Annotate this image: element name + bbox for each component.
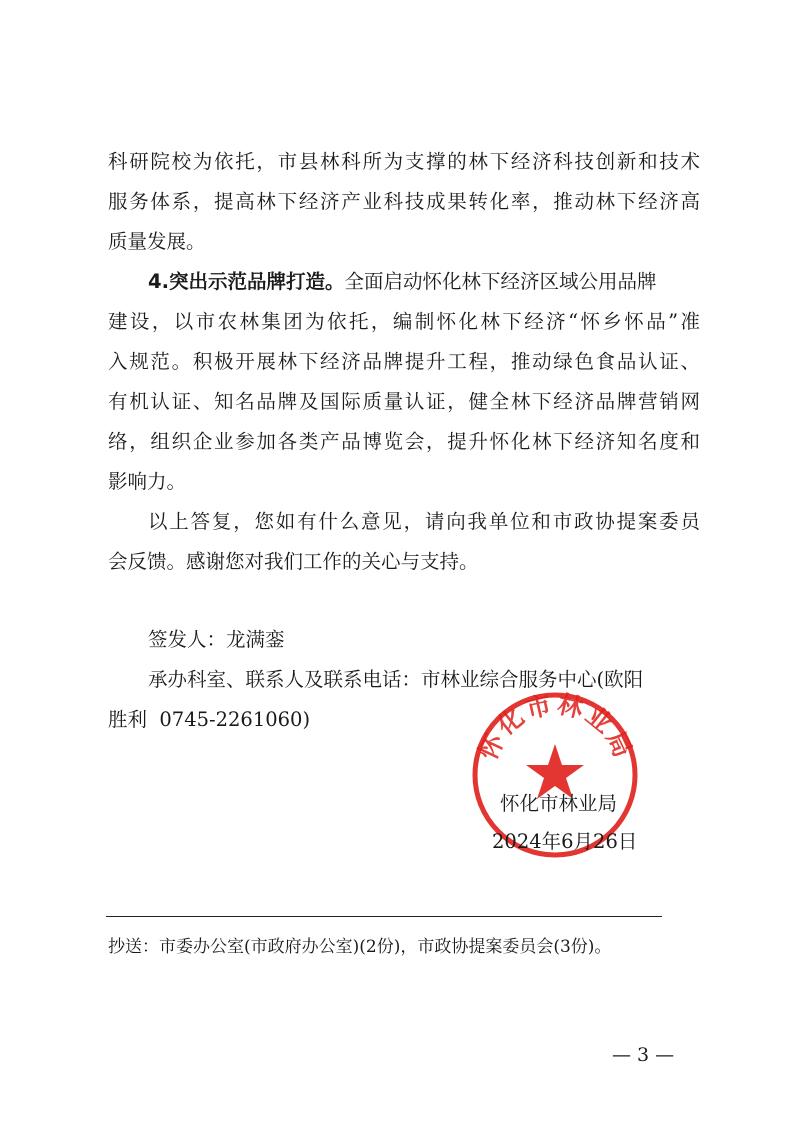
- paragraph-heading-line: [148, 272, 700, 292]
- issue-date: 2024年6月26日: [492, 830, 638, 853]
- issuing-organization: 怀化市林业局: [500, 792, 618, 815]
- page-number: — 3 —: [612, 1044, 675, 1066]
- section-heading: 4.突出示范品牌打造。: [148, 270, 345, 293]
- body-line: 科研院校为依托，市县林科所为支撑的林下经济科技创新和技术: [108, 150, 700, 173]
- cc-line: 抄送：市委办公室(市政府办公室)(2份)，市政协提案委员会(3份)。: [108, 937, 612, 957]
- signer-name: 龙满銮: [226, 628, 285, 651]
- body-line: 会反馈。感谢您对我们工作的关心与支持。: [108, 550, 479, 573]
- body-line: 建设，以市农林集团为依托，编制怀化林下经济“怀乡怀品”准: [108, 310, 700, 333]
- body-line: 质量发展。: [108, 230, 206, 253]
- body-line: 有机认证、知名品牌及国际质量认证，健全林下经济品牌营销网: [108, 390, 700, 413]
- separator-line: [106, 916, 662, 917]
- body-line: 以上答复，您如有什么意见，请向我单位和市政协提案委员: [148, 510, 700, 533]
- contact-line: 承办科室、联系人及联系电话：市林业综合服务中心(欧阳: [148, 668, 644, 691]
- body-line: 影响力。: [108, 470, 187, 493]
- body-line: 络，组织企业参加各类产品博览会，提升怀化林下经济知名度和: [108, 430, 700, 453]
- signer-line: [148, 630, 700, 650]
- contact-line: 胜利 0745-2261060): [108, 708, 311, 731]
- star-icon: [526, 744, 584, 799]
- body-text: 全面启动怀化林下经济区域公用品牌: [344, 270, 657, 293]
- signer-label: 签发人：: [148, 628, 227, 651]
- body-line: 入规范。积极开展林下经济品牌提升工程，推动绿色食品认证、: [108, 350, 700, 373]
- body-line: 服务体系，提高林下经济产业科技成果转化率，推动林下经济高: [108, 190, 700, 213]
- seal-text: 怀化市林业局: [473, 690, 639, 765]
